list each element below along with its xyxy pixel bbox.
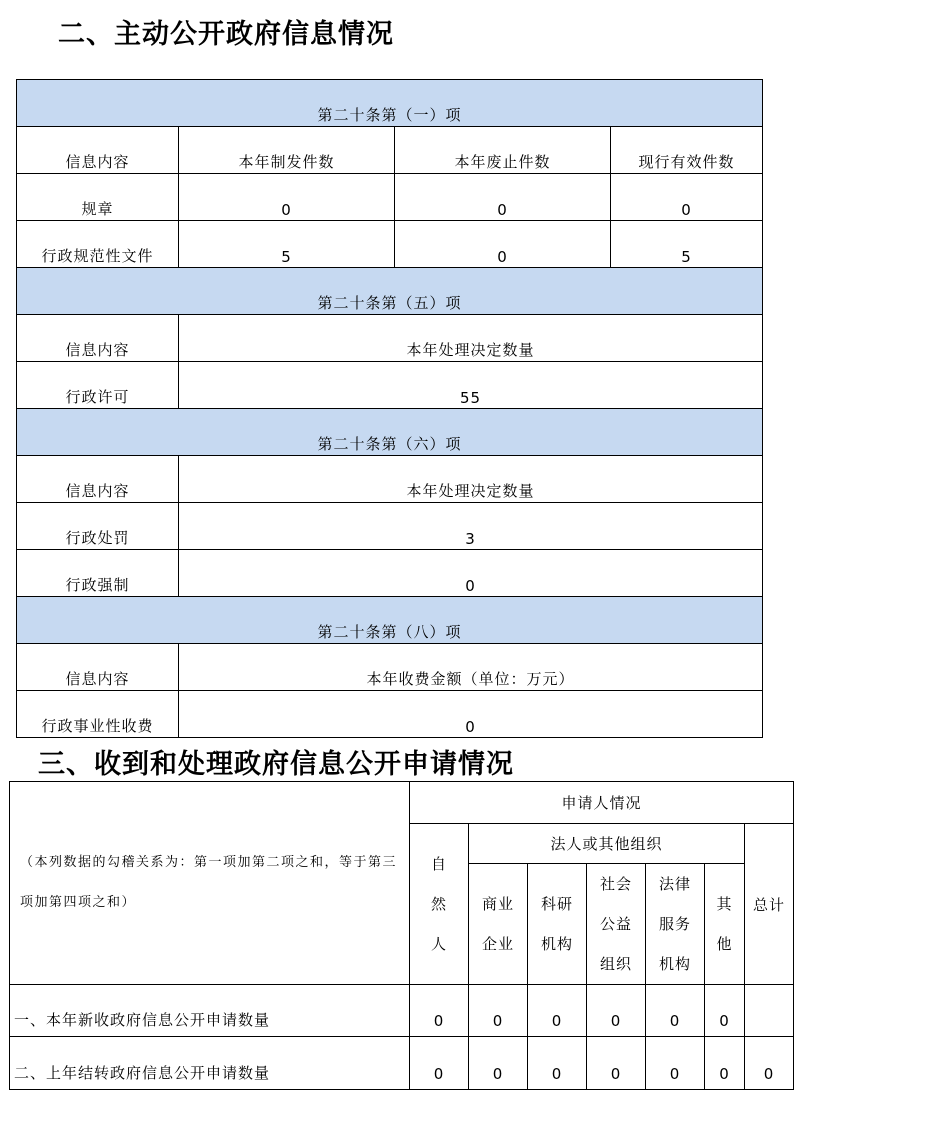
table-row xyxy=(17,174,763,221)
table-row xyxy=(17,550,763,597)
header-row xyxy=(10,782,794,824)
cell-value: 0 xyxy=(745,1037,794,1090)
col-header-count: 本年处理决定数量 xyxy=(179,315,763,362)
cell-value: 0 xyxy=(587,985,646,1037)
col-header-natural-person: 自然人 xyxy=(410,824,469,985)
col-header-info: 信息内容 xyxy=(17,644,179,691)
table-row xyxy=(17,691,763,738)
cell-abolished: 0 xyxy=(395,221,611,268)
cell-abolished: 0 xyxy=(395,174,611,221)
header-row xyxy=(17,644,763,691)
cell-value xyxy=(745,985,794,1037)
col-header-total: 总计 xyxy=(745,824,794,985)
cell-value: 0 xyxy=(646,985,705,1037)
row-label: 规章 xyxy=(17,174,179,221)
table-row xyxy=(17,362,763,409)
col-header-social: 社会公益组织 xyxy=(587,864,646,985)
row-label: 行政处罚 xyxy=(17,503,179,550)
cell-value: 0 xyxy=(179,691,763,738)
cell-valid: 5 xyxy=(611,221,763,268)
cell-value: 0 xyxy=(528,1037,587,1090)
cell-value: 0 xyxy=(410,985,469,1037)
cell-value: 0 xyxy=(469,1037,528,1090)
table-row xyxy=(17,221,763,268)
cell-value: 0 xyxy=(179,550,763,597)
header-row xyxy=(17,127,763,174)
applicant-header: 申请人情况 xyxy=(410,782,794,824)
table-row xyxy=(10,985,794,1037)
col-header-legal-group: 法人或其他组织 xyxy=(469,824,745,864)
header-row xyxy=(17,315,763,362)
row-label: 二、上年结转政府信息公开申请数量 xyxy=(10,1037,410,1090)
section-row-art1 xyxy=(17,80,763,127)
table-row xyxy=(17,503,763,550)
table-row xyxy=(10,1037,794,1090)
note-cell: （本列数据的勾稽关系为：第一项加第二项之和，等于第三项加第四项之和） xyxy=(10,782,410,985)
col-header-research: 科研机构 xyxy=(528,864,587,985)
row-label: 行政事业性收费 xyxy=(17,691,179,738)
section-row-art8 xyxy=(17,597,763,644)
section-header: 第二十条第（一）项 xyxy=(17,80,763,127)
col-header-amount: 本年收费金额（单位：万元） xyxy=(179,644,763,691)
cell-value: 0 xyxy=(528,985,587,1037)
cell-value: 0 xyxy=(469,985,528,1037)
col-header-info: 信息内容 xyxy=(17,127,179,174)
row-label: 行政许可 xyxy=(17,362,179,409)
col-header-commercial: 商业企业 xyxy=(469,864,528,985)
cell-value: 0 xyxy=(705,1037,745,1090)
cell-value: 0 xyxy=(410,1037,469,1090)
cell-value: 0 xyxy=(705,985,745,1037)
cell-value: 3 xyxy=(179,503,763,550)
section-row-art5 xyxy=(17,268,763,315)
requests-table xyxy=(9,781,794,1090)
col-header-issued: 本年制发件数 xyxy=(179,127,395,174)
section-row-art6 xyxy=(17,409,763,456)
section-header: 第二十条第（五）项 xyxy=(17,268,763,315)
col-header-valid: 现行有效件数 xyxy=(611,127,763,174)
section-title-requests: 三、收到和处理政府信息公开申请情况 xyxy=(38,749,514,780)
section-header: 第二十条第（六）项 xyxy=(17,409,763,456)
row-label: 行政规范性文件 xyxy=(17,221,179,268)
cell-valid: 0 xyxy=(611,174,763,221)
row-label: 一、本年新收政府信息公开申请数量 xyxy=(10,985,410,1037)
cell-issued: 0 xyxy=(179,174,395,221)
cell-value: 0 xyxy=(646,1037,705,1090)
header-row xyxy=(17,456,763,503)
cell-value: 0 xyxy=(587,1037,646,1090)
col-header-count: 本年处理决定数量 xyxy=(179,456,763,503)
row-label: 行政强制 xyxy=(17,550,179,597)
col-header-info: 信息内容 xyxy=(17,456,179,503)
col-header-info: 信息内容 xyxy=(17,315,179,362)
cell-value: 55 xyxy=(179,362,763,409)
section-title-proactive-disclosure: 二、主动公开政府信息情况 xyxy=(58,19,394,50)
cell-issued: 5 xyxy=(179,221,395,268)
col-header-legal-service: 法律服务机构 xyxy=(646,864,705,985)
col-header-other: 其他 xyxy=(705,864,745,985)
section-header: 第二十条第（八）项 xyxy=(17,597,763,644)
col-header-abolished: 本年废止件数 xyxy=(395,127,611,174)
proactive-disclosure-table xyxy=(16,79,763,738)
